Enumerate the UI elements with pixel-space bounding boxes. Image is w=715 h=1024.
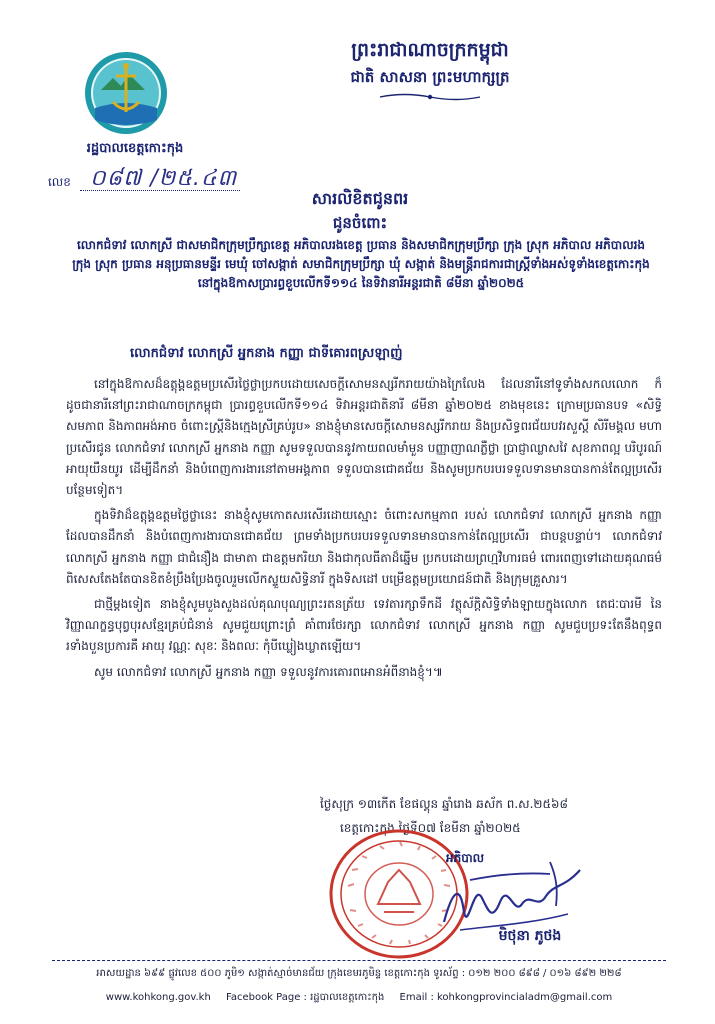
reference-number: ០៨៧ /២៥.៤៣: [90, 166, 238, 191]
closing-line: សូម លោកជំទាវ លោកស្រី អ្នកនាង កញ្ញា ទទួលនូវការគោរពអោនអំពីនាងខ្ញុំ។៕: [94, 664, 443, 679]
salutation: លោកជំទាវ លោកស្រី អ្នកនាង កញ្ញា ជាទីគោរពស្រឡាញ់: [130, 346, 403, 361]
body-paragraph: នៅក្នុងឱកាសដ៏ឧត្តុង្គឧត្តមប្រសើរថ្លៃថ្លាប្រកបដោយសេចក្តីសោមនស្សរីករាយយ៉ាងក្រៃលែង ដែលនារីនៅទូទាំងសកលលោក ក៏ដូចជានារីនៅព្រះរាជាណាចក្រកម្ពុជា ប្រារព្ធខួបលើកទី១១៤ ទិវាអន្តរជាតិនារី ៨មីនា ឆ្នាំ២០២៥ ខាងមុខនេះ ក្រោមប្រធានបទ «សិទ្ធិ សមភាព និងភាពអង់អាច ចំពោះស្ត្រីនិងក្មេងស្រីគ្រប់រូប» នាងខ្ញុំមានសេចក្តីសោមនស្សរីករាយ និងប្រសិទ្ធពរជ័យបវរសួស្តី សិរីមង្គល មហាប្រសើរជូន លោកជំទាវ លោកស្រី អ្នកនាង កញ្ញា សូមទទួលបាននូវកាយពលមាំមួន បញ្ញាញាណភ្លឺថ្លា ប្រាជ្ញាឈ្លាសវៃ សុខភាពល្អ បរិបូរណ៍ អាយុយឺនយូរ ដើម្បីដឹកនាំ និងបំពេញការងារនៅតាមអង្គភាព ទទួលបានជោគជ័យ និងសូមប្រកបរបរទទួលទានមានបានកាន់តែល្អប្រសើរ បន្ថែមទៀត។: [66, 377, 662, 498]
letter-body: [66, 374, 662, 687]
footer-facebook-link[interactable]: រដ្ឋបាលខេត្តកោះកុង: [310, 992, 385, 1003]
footer-facebook-label: Facebook Page :: [225, 992, 307, 1003]
body-paragraph: ជាថ្មីម្តងទៀត នាងខ្ញុំសូមបួងសួងដល់គុណបុណ្យព្រះរតនត្រ័យ ទេវតារក្សាទឹកដី វត្ថុស័ក្តិសិទ្ធិទាំងឡាយក្នុងលោក តេជៈបារមី នៃវិញ្ញាណក្ខន្ធបុព្វបុរសខ្មែរគ្រប់ជំនាន់ សូមជួយព្រោះព្រំ គាំពារថែរក្សា លោកជំទាវ លោកស្រី អ្នកនាង កញ្ញា សូមជួបប្រទះតែនឹងពុទ្ធពរទាំងបួនប្រការគឺ អាយុ វណ្ណៈ សុខៈ និងពលៈ កុំបីឃ្លៀងឃ្លាតឡើយ។: [66, 597, 662, 654]
kingdom-title: ព្រះរាជាណាចក្រកម្ពុជា: [351, 39, 509, 61]
reference-label: លេខ: [48, 175, 71, 189]
solar-date: ខេត្តកោះកុង ថ្ងៃទី០៧ ខែមីនា ឆ្នាំ២០២៥: [340, 821, 521, 835]
footer-email-label: Email :: [399, 992, 434, 1003]
body-paragraph: ក្នុងទិវាដ៏ឧត្តុង្គឧត្តមថ្លៃថ្លានេះ នាងខ្ញុំសូមកោតសរសើរដោយស្មោះ ចំពោះសកម្មភាព របស់ លោកជំទាវ លោកស្រី អ្នកនាង កញ្ញា ដែលបានដឹកនាំ និងបំពេញការងារបានជោគជ័យ ព្រមទាំងប្រកបរបរទទួលទានមានបានកាន់តែល្អប្រសើរ ជាបន្តបន្ទាប់។ លោកជំទាវ លោកស្រី អ្នកនាង កញ្ញា ជាជំនឿង ជាមាតា ជាឧត្តមភរិយា និងជាកុលធីតាដ៏ឆ្នើម ប្រកបដោយព្រហ្មវិហារធម៌ ពោរពេញទៅដោយគុណធម៌ ពិសេសតែងតែបានខិតខំប្រឹងប្រែងចូលរួមលើកស្ទួយសិទ្ធិនារី ក្នុងទិសដៅ បម្រើឧត្តមប្រយោជន៍ជាតិ និងក្រុមគ្រួសារ។: [66, 508, 662, 586]
footer-address: អាសយដ្ឋាន ៦៩៩ ផ្លូវលេខ ៥០០ ភូមិ១ សង្កាត់ស្មាច់មានជ័យ ក្រុងខេមរភូមិន្ទ ខេត្តកោះកុង ទូរស័ព្ទ : ០១២ ២០០ ៨៩៨ / ០១៦ ៨៩២ ២២៨: [96, 968, 622, 979]
lunar-date: ថ្ងៃសុក្រ ១៣កើត ខែផល្គុន ឆ្នាំរោង ឆស័ក ព.ស.២៥៦៨: [320, 797, 568, 811]
signer-title: អភិបាល: [445, 851, 485, 865]
footer-website-link[interactable]: www.kohkong.gov.kh: [105, 992, 211, 1003]
footer-contacts: [52, 990, 666, 1005]
document-type: សារលិខិតជូនពរ: [311, 189, 409, 208]
signer-name: មិថុនា ភូថង: [498, 928, 562, 944]
national-motto: ជាតិ សាសនា ព្រះមហាក្សត្រ: [350, 68, 510, 86]
recipients-block: លោកជំទាវ លោកស្រី ជាសមាជិកក្រុមប្រឹក្សាខេត្ត អភិបាលរងខេត្ត ប្រធាន និងសមាជិកក្រុមប្រឹក្សា ក្រុង ស្រុក អភិបាល អភិបាលរង ក្រុង ស្រុក ប្រធាន អនុប្រធានមន្ទីរ មេឃុំ ចៅសង្កាត់ សមាជិកក្រុមប្រឹក្សា ឃុំ សង្កាត់ និងមន្ត្រីរាជការជាស្ត្រីទាំងអស់ទូទាំងខេត្តកោះកុង នៅក្នុងឱកាសប្រារព្ធខួបលើកទី១១៤ នៃទិវានារីអន្តរជាតិ ៨មីនា ឆ្នាំ២០២៥: [72, 238, 650, 290]
provincial-logo-icon: [83, 50, 169, 136]
sender-organization: រដ្ឋបាលខេត្តកោះកុង: [86, 141, 184, 156]
footer-divider: [52, 960, 666, 961]
footer-email-link[interactable]: kohkongprovincialadm@gmail.com: [437, 992, 613, 1003]
addressee-label: ជូនចំពោះ: [332, 214, 388, 232]
motto-ornament: [378, 92, 482, 102]
